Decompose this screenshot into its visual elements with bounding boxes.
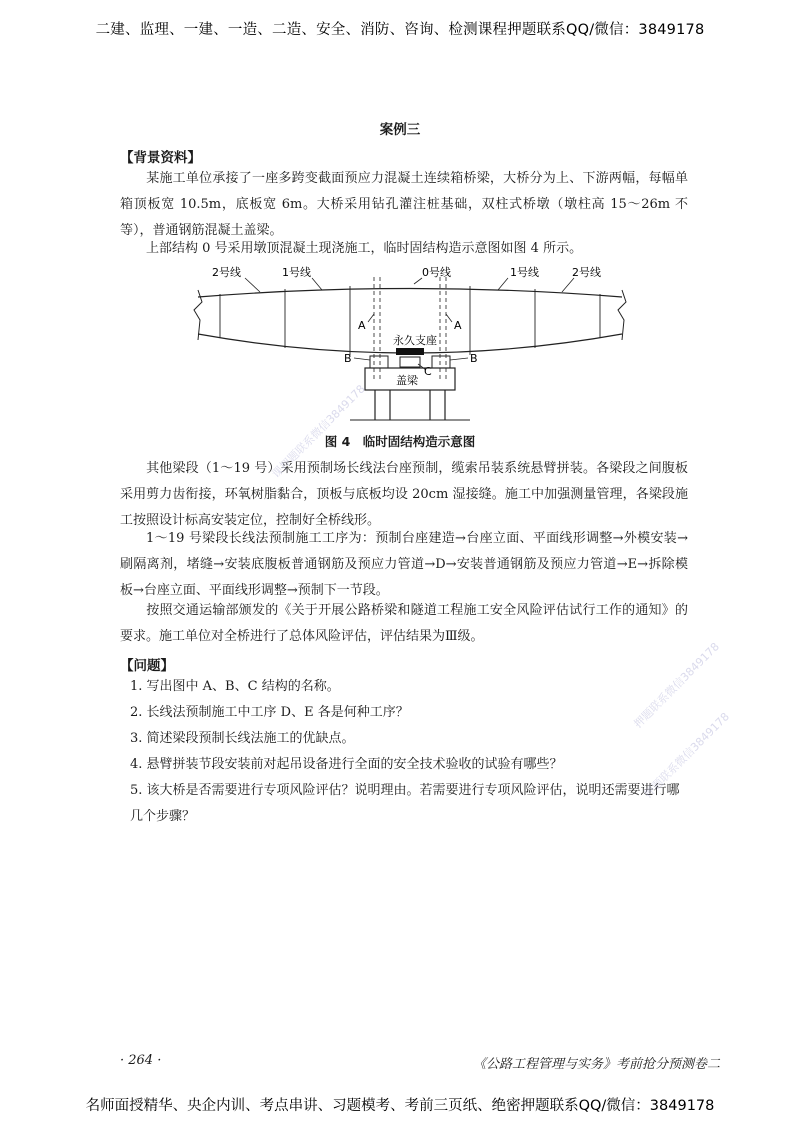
background-paragraph-1 [120, 166, 688, 244]
background-paragraph-3 [120, 456, 688, 534]
label-line1-left: 1号线 [282, 266, 311, 279]
page-number: · 264 · [120, 1053, 162, 1068]
figure-temporary-consolidation [190, 262, 630, 427]
temporary-support-right [432, 356, 450, 368]
label-B-left: B [344, 352, 352, 365]
permanent-bearing [396, 348, 424, 355]
label-line2-right: 2号线 [572, 266, 601, 279]
label-cap-beam: 盖梁 [396, 374, 418, 387]
background-p2-text: 上部结构 0 号采用墩顶混凝土现浇施工，临时固结构造示意图如图 4 所示。 [146, 241, 583, 256]
question-4: 4. 悬臂拼装节段安装前对起吊设备进行全面的安全技术验收的试验有哪些？ [130, 757, 563, 772]
top-banner: 二建、监理、一建、一造、二造、安全、消防、咨询、检测课程押题联系QQ/微信：3849178 [95, 22, 705, 38]
sand-cylinder [400, 357, 420, 367]
background-p5-text: 按照交通运输部颁发的《关于开展公路桥梁和隧道工程施工安全风险评估试行工作的通知》的要求。施工单位对全桥进行了总体风险评估，评估结果为Ⅲ级。 [120, 603, 688, 644]
break-mark-right [618, 290, 626, 340]
question-1: 1. 写出图中 A、B、C 结构的名称。 [130, 679, 340, 694]
question-2: 2. 长线法预制施工中工序 D、E 各是何种工序？ [130, 705, 409, 720]
book-title: 《公路工程管理与实务》考前抢分预测卷二 [472, 1057, 720, 1072]
figure-caption: 图 4 临时固结构造示意图 [324, 434, 476, 449]
label-A-left: A [358, 319, 366, 332]
question-3: 3. 简述梁段预制长线法施工的优缺点。 [130, 731, 355, 746]
label-A-right: A [454, 319, 462, 332]
background-paragraph-2 [120, 236, 688, 262]
background-p3-text: 其他梁段（1～19 号）采用预制场长线法台座预制，缆索吊装系统悬臂拼装。各梁段之间腹板采用剪力齿衔接，环氧树脂黏合，顶板与底板均设 20cm 湿接缝。施工中加强测量管理，各梁段施工按照设计标高安装定位，控制好全桥线形。 [120, 461, 688, 528]
background-paragraph-5 [120, 598, 688, 650]
label-line1-right: 1号线 [510, 266, 539, 279]
background-p1-text: 某施工单位承接了一座多跨变截面预应力混凝土连续箱桥梁，大桥分为上、下游两幅，每幅单箱顶板宽 10.5m，底板宽 6m。大桥采用钻孔灌注桩基础，双柱式桥墩（墩柱高 15～26m 不等），普通钢筋混凝土盖梁。 [120, 171, 688, 238]
label-bearing: 永久支座 [393, 334, 437, 347]
girder-top-line [198, 289, 622, 298]
watermark: 押题联系微信3849178 [631, 640, 722, 731]
temporary-support-left [370, 356, 388, 368]
label-line2-left: 2号线 [212, 266, 241, 279]
background-heading: 【背景资料】 [120, 150, 201, 166]
label-C: C [424, 365, 432, 378]
question-5: 5. 该大桥是否需要进行专项风险评估？说明理由。若需要进行专项风险评估，说明还需要进行哪几个步骤？ [130, 783, 680, 824]
watermark: 押题联系微信3849178 [641, 710, 732, 801]
background-paragraph-4 [120, 526, 688, 604]
figure-diagram [190, 262, 630, 427]
label-B-right: B [470, 352, 478, 365]
questions-heading: 【问题】 [120, 658, 174, 674]
case-title: 案例三 [379, 122, 421, 138]
bottom-banner: 名师面授精华、央企内训、考点串讲、习题模考、考前三页纸、绝密押题联系QQ/微信：3849178 [85, 1098, 715, 1114]
label-line0: 0号线 [422, 266, 451, 279]
break-mark-left [194, 290, 202, 340]
background-p4-text: 1～19 号梁段长线法预制施工工序为：预制台座建造→台座立面、平面线形调整→外模安装→刷隔离剂，堵缝→安装底腹板普通钢筋及预应力管道→D→安装普通钢筋及预应力管道→E→拆除模板→台座立面、平面线形调整→预制下一节段。 [120, 531, 688, 598]
watermark: 课押题联系微信3849178 [269, 382, 368, 481]
